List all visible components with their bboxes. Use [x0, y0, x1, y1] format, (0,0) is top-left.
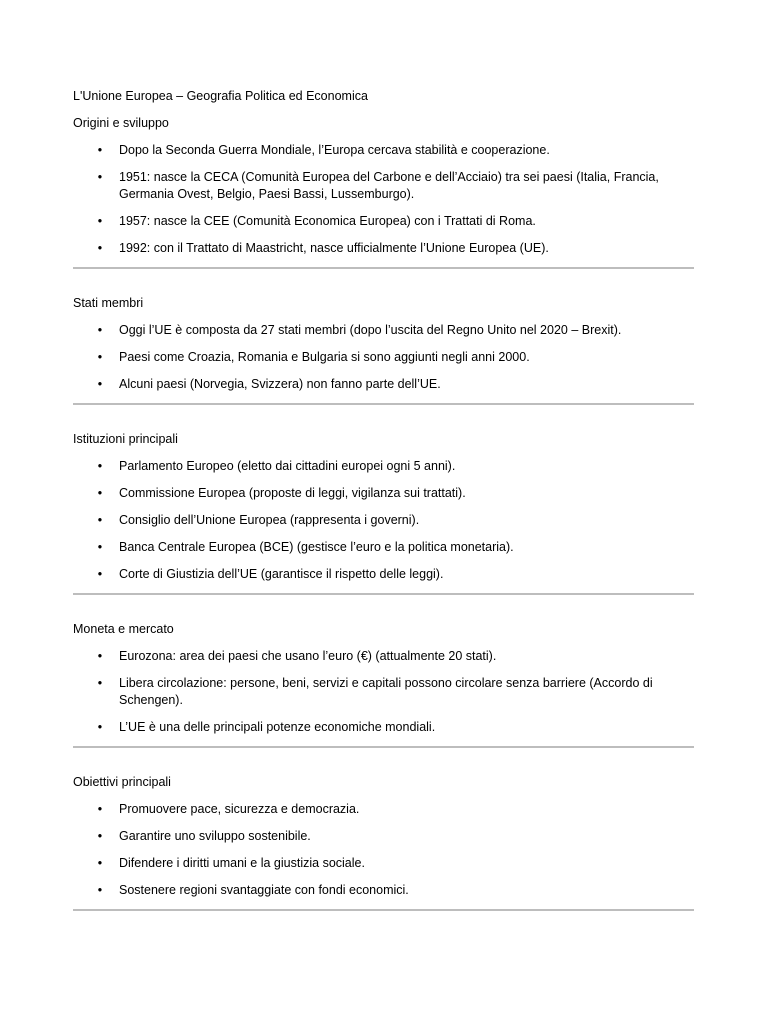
bullet-list	[73, 142, 694, 257]
bullet-icon: •	[97, 486, 103, 500]
list-item	[73, 376, 694, 393]
bullet-icon: •	[97, 649, 103, 663]
list-item-text: Paesi come Croazia, Romania e Bulgaria si sono aggiunti negli anni 2000.	[119, 350, 530, 364]
list-item	[73, 801, 694, 818]
bullet-icon: •	[97, 323, 103, 337]
section-divider	[73, 267, 694, 269]
list-item	[73, 322, 694, 339]
list-item-text: Parlamento Europeo (eletto dai cittadini europei ogni 5 anni).	[119, 459, 456, 473]
section-heading: Istituzioni principali	[73, 432, 178, 446]
bullet-icon: •	[97, 802, 103, 816]
list-item	[73, 828, 694, 845]
list-item-text: 1957: nasce la CEE (Comunità Economica Europea) con i Trattati di Roma.	[119, 214, 536, 228]
list-item-text: Libera circolazione: persone, beni, servizi e capitali possono circolare senza barriere (Accordo di Schengen).	[119, 676, 653, 707]
bullet-icon: •	[97, 143, 103, 157]
section-heading: Obiettivi principali	[73, 775, 171, 789]
section-divider	[73, 746, 694, 748]
list-item-text: Commissione Europea (proposte di leggi, vigilanza sui trattati).	[119, 486, 466, 500]
bullet-list	[73, 322, 694, 393]
list-item	[73, 349, 694, 366]
list-item	[73, 512, 694, 529]
list-item-text: 1992: con il Trattato di Maastricht, nasce ufficialmente l’Unione Europea (UE).	[119, 241, 549, 255]
list-item	[73, 213, 694, 230]
section-heading: Stati membri	[73, 296, 144, 310]
list-item	[73, 485, 694, 502]
list-item	[73, 169, 694, 203]
sections-container	[73, 115, 694, 911]
list-item	[73, 566, 694, 583]
section	[73, 115, 694, 269]
bullet-list	[73, 458, 694, 583]
bullet-list	[73, 801, 694, 899]
section	[73, 621, 694, 748]
section-heading: Moneta e mercato	[73, 622, 174, 636]
bullet-icon: •	[97, 567, 103, 581]
section	[73, 774, 694, 911]
bullet-icon: •	[97, 459, 103, 473]
bullet-icon: •	[97, 170, 103, 184]
bullet-icon: •	[97, 214, 103, 228]
list-item-text: Dopo la Seconda Guerra Mondiale, l’Europa cercava stabilità e cooperazione.	[119, 143, 550, 157]
list-item-text: Sostenere regioni svantaggiate con fondi economici.	[119, 883, 409, 897]
bullet-icon: •	[97, 883, 103, 897]
section	[73, 431, 694, 595]
list-item-text: Garantire uno sviluppo sostenibile.	[119, 829, 311, 843]
list-item-text: Promuovere pace, sicurezza e democrazia.	[119, 802, 360, 816]
section-heading: Origini e sviluppo	[73, 116, 169, 130]
section-divider	[73, 593, 694, 595]
list-item-text: Eurozona: area dei paesi che usano l’euro (€) (attualmente 20 stati).	[119, 649, 497, 663]
bullet-icon: •	[97, 241, 103, 255]
list-item-text: Difendere i diritti umani e la giustizia sociale.	[119, 856, 365, 870]
bullet-icon: •	[97, 829, 103, 843]
bullet-icon: •	[97, 856, 103, 870]
section-divider	[73, 909, 694, 911]
list-item-text: 1951: nasce la CECA (Comunità Europea del Carbone e dell’Acciaio) tra sei paesi (Italia, Francia, Germania Ovest, Belgio, Paesi Bassi, Lussemburgo).	[119, 170, 659, 201]
bullet-icon: •	[97, 377, 103, 391]
list-item	[73, 240, 694, 257]
list-item	[73, 648, 694, 665]
list-item	[73, 142, 694, 159]
list-item	[73, 855, 694, 872]
bullet-list	[73, 648, 694, 736]
list-item	[73, 719, 694, 736]
list-item-text: Banca Centrale Europea (BCE) (gestisce l’euro e la politica monetaria).	[119, 540, 514, 554]
bullet-icon: •	[97, 720, 103, 734]
section	[73, 295, 694, 405]
list-item	[73, 458, 694, 475]
list-item	[73, 675, 694, 709]
section-divider	[73, 403, 694, 405]
list-item-text: Consiglio dell’Unione Europea (rappresenta i governi).	[119, 513, 420, 527]
list-item-text: Oggi l’UE è composta da 27 stati membri (dopo l’uscita del Regno Unito nel 2020 – Brexit).	[119, 323, 622, 337]
list-item-text: L’UE è una delle principali potenze economiche mondiali.	[119, 720, 436, 734]
list-item-text: Alcuni paesi (Norvegia, Svizzera) non fanno parte dell’UE.	[119, 377, 441, 391]
document-title: L'Unione Europea – Geografia Politica ed Economica	[73, 89, 368, 103]
list-item	[73, 539, 694, 556]
list-item-text: Corte di Giustizia dell’UE (garantisce il rispetto delle leggi).	[119, 567, 444, 581]
bullet-icon: •	[97, 350, 103, 364]
bullet-icon: •	[97, 513, 103, 527]
bullet-icon: •	[97, 676, 103, 690]
list-item	[73, 882, 694, 899]
bullet-icon: •	[97, 540, 103, 554]
